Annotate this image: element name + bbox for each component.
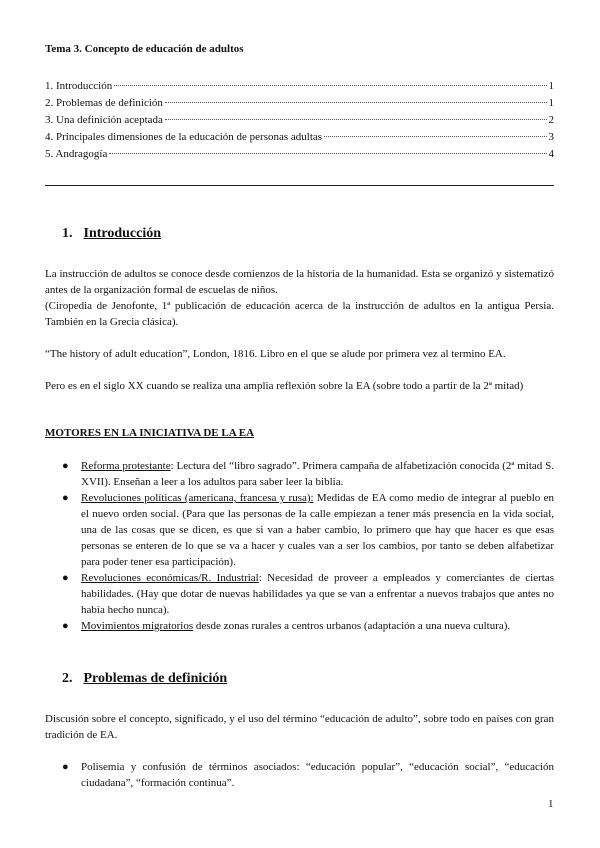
bullet-text: : Necesidad de proveer a empleados y comerciantes de ciertas habilidades. (Hay que dotar de nuevas habilidades ya que se van a enfrentar a nuevos trabajos que antes no había hecho nunca). <box>81 572 554 616</box>
intro-paragraph-1: La instrucción de adultos se conoce desde comienzos de la historia de la humanidad. Esta se organizó y sistematizó antes de la organización formal de escuelas de niños. <box>45 268 554 296</box>
problemas-bullet-list <box>45 759 554 791</box>
bullet-dot-icon: ● <box>62 761 69 773</box>
section-number: 1. <box>62 226 73 241</box>
section-heading-introduccion <box>62 226 161 242</box>
list-item <box>45 759 554 791</box>
bullet-term: Revoluciones políticas (americana, francesa y rusa): <box>81 492 314 504</box>
bullet-text: Polisemia y confusión de términos asociados: “educación popular”, “educación social”, “educación ciudadana”, “formación continua”. <box>81 761 554 789</box>
toc-entry-label: 3. Una definición aceptada <box>45 114 163 126</box>
bullet-term: Movimientos migratorios <box>81 620 194 632</box>
toc-entry-label: 5. Andragogía <box>45 148 108 160</box>
bullet-text: : Lectura del “libro sagrado”. Primera campaña de alfabetización conocida (2ª mitad S. XVII). Enseñan a leer a los adultos para saber leer la biblia. <box>81 460 555 488</box>
toc-entry[interactable] <box>45 95 554 112</box>
section-title: Introducción <box>83 226 162 241</box>
toc-entry-page: 1 <box>548 97 554 109</box>
toc-entry-page: 3 <box>548 131 554 143</box>
toc-leader-dots <box>114 85 546 86</box>
subheading-motores: MOTORES EN LA INICIATIVA DE LA EA <box>45 427 255 439</box>
bullet-term: Revoluciones económicas/R. Industrial <box>81 572 259 584</box>
bullet-dot-icon: ● <box>62 620 69 632</box>
list-item <box>45 570 554 618</box>
toc-entry-label: 2. Problemas de definición <box>45 97 163 109</box>
section-heading-problemas <box>62 671 227 687</box>
section-number: 2. <box>62 671 73 686</box>
section-title: Problemas de definición <box>83 671 228 686</box>
list-item <box>45 618 554 634</box>
toc-entry[interactable] <box>45 146 554 163</box>
bullet-dot-icon: ● <box>62 492 69 504</box>
intro-paragraph-3: “The history of adult education”, London, 1816. Libro en el que se alude por primera vez al termino EA. <box>45 348 506 360</box>
intro-paragraph-4: Pero es en el siglo XX cuando se realiza una amplia reflexión sobre la EA (sobre todo a partir de la 2ª mitad) <box>45 380 524 392</box>
document-title: Tema 3. Concepto de educación de adultos <box>45 43 244 55</box>
toc-entry[interactable] <box>45 112 554 129</box>
bullet-text: Medidas de EA como medio de integrar al pueblo en el nuevo orden social. (Para que las personas de la calle empiezan a tener más presencia en la vida social, una de las cosas que se dicen, es que si van a haber cambio, lo primero que hay que hacer es que esas personas se enteren de lo que se va a hacer y cuales van a ser los cambios, por tanto se deben alfabetizar para poder tener esa participación). <box>81 492 554 568</box>
intro-paragraph-2: (Ciropedia de Jenofonte, 1ª publicación de educación acerca de la instrucción de adultos en la antigua Persia. También en la Grecia clásica). <box>45 300 554 328</box>
toc-entry-page: 4 <box>548 148 554 160</box>
toc-leader-dots <box>109 153 546 154</box>
list-item <box>45 490 554 570</box>
bullet-dot-icon: ● <box>62 572 69 584</box>
bullet-term: Reforma protestante <box>81 460 171 472</box>
page-number: 1 <box>548 798 554 810</box>
list-item <box>45 458 554 490</box>
toc-entry[interactable] <box>45 129 554 146</box>
horizontal-divider <box>45 185 554 186</box>
toc-entry-page: 1 <box>548 80 554 92</box>
toc-entry-label: 4. Principales dimensiones de la educación de personas adultas <box>45 131 323 143</box>
motores-bullet-list <box>45 458 554 634</box>
toc-entry[interactable] <box>45 78 554 95</box>
toc-entry-label: 1. Introducción <box>45 80 113 92</box>
toc-leader-dots <box>324 136 546 137</box>
table-of-contents <box>45 78 554 163</box>
problemas-paragraph-1: Discusión sobre el concepto, significado, y el uso del término “educación de adulto”, sobre todo en países con gran tradición de EA. <box>45 713 554 741</box>
toc-leader-dots <box>165 102 547 103</box>
toc-entry-page: 2 <box>548 114 554 126</box>
bullet-dot-icon: ● <box>62 460 69 472</box>
bullet-text: desde zonas rurales a centros urbanos (adaptación a una nueva cultura). <box>193 620 511 632</box>
toc-leader-dots <box>165 119 547 120</box>
